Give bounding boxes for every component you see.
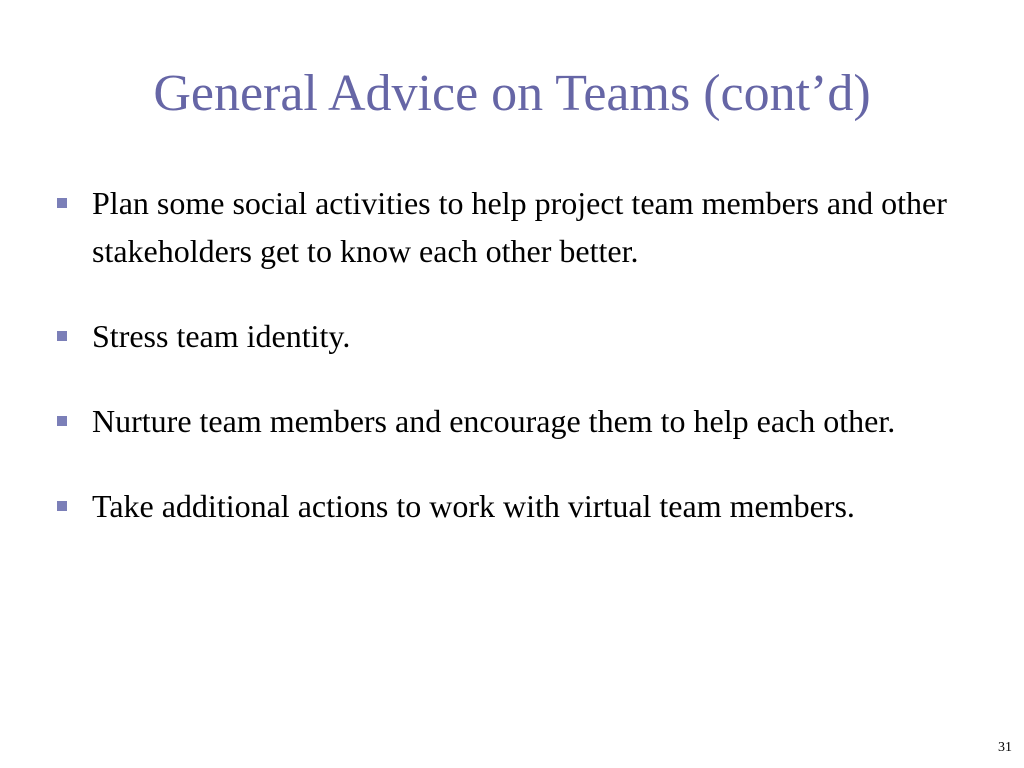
bullet-text: Stress team identity. xyxy=(92,318,351,354)
bullet-item xyxy=(56,482,996,530)
slide-title: General Advice on Teams (cont’d) xyxy=(153,65,871,122)
bullet-item xyxy=(56,397,996,445)
bullet-text: Plan some social activities to help project team members and other stakeholders get to know each other better. xyxy=(92,185,947,269)
square-bullet-icon xyxy=(57,416,67,426)
square-bullet-icon xyxy=(57,198,67,208)
bullet-item xyxy=(56,312,996,360)
bullet-item xyxy=(56,179,996,275)
square-bullet-icon xyxy=(57,331,67,341)
square-bullet-icon xyxy=(57,501,67,511)
page-number: 31 xyxy=(998,740,1012,755)
bullet-text: Take additional actions to work with virtual team members. xyxy=(92,488,855,524)
bullet-list xyxy=(56,179,996,567)
bullet-text: Nurture team members and encourage them to help each other. xyxy=(92,403,896,439)
